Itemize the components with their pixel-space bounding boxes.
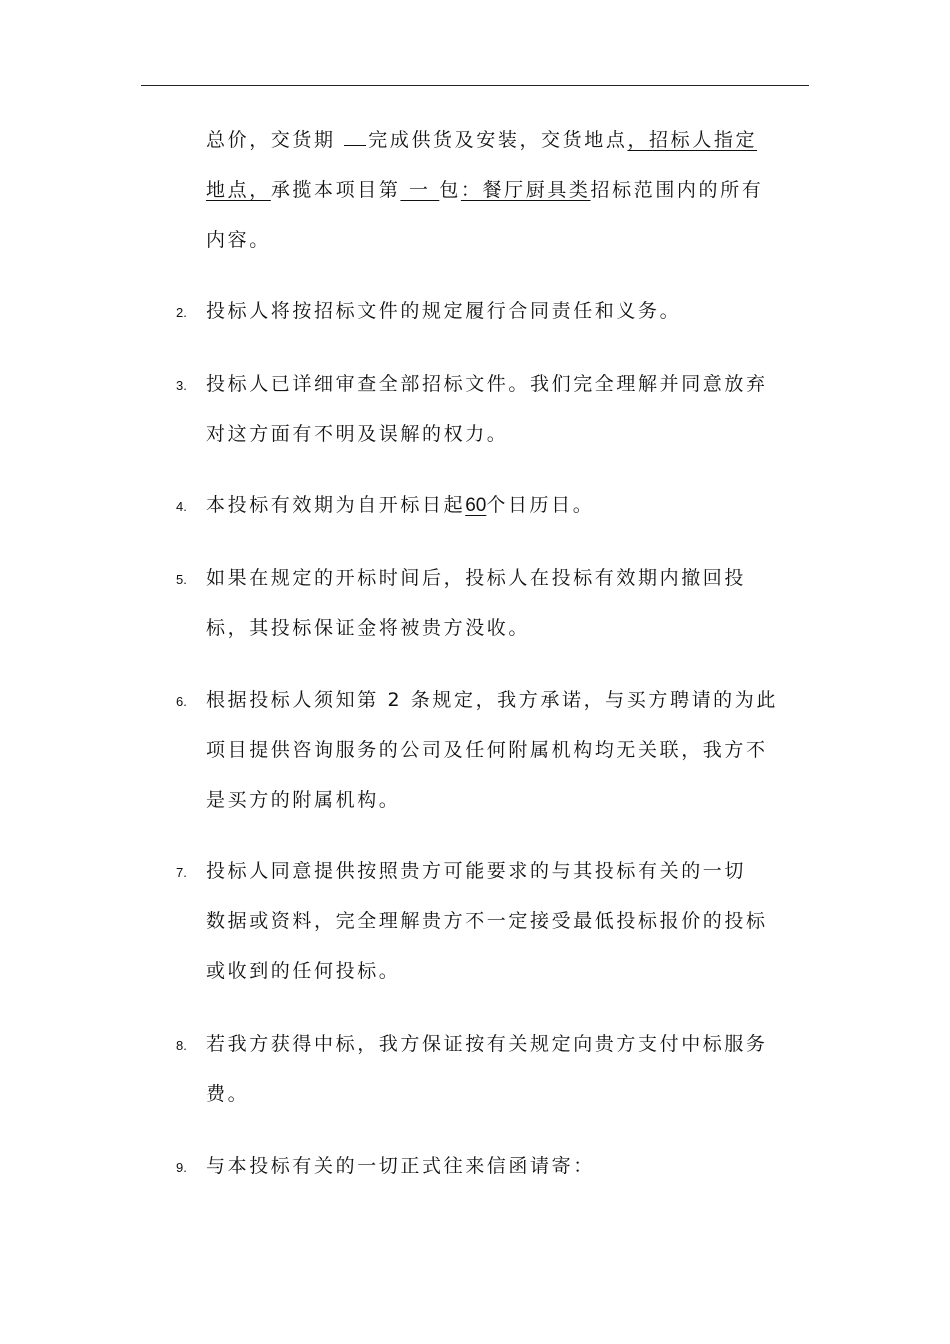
intro-text: 包 bbox=[439, 179, 461, 201]
intro-line-1 bbox=[206, 127, 757, 153]
intro-text: 内容。 bbox=[206, 229, 271, 251]
item-number: 4. bbox=[176, 499, 187, 514]
item-7-line-3: 或收到的任何投标。 bbox=[206, 960, 401, 982]
item-4-text: 个日历日。 bbox=[486, 494, 595, 516]
item-number: 9. bbox=[176, 1160, 187, 1175]
item-7-line-1: 投标人同意提供按照贵方可能要求的与其投标有关的一切 bbox=[206, 860, 747, 882]
item-7-line-2: 数据或资料，完全理解贵方不一定接受最低投标报价的投标 bbox=[206, 910, 768, 932]
item-3-line-2: 对这方面有不明及误解的权力。 bbox=[206, 423, 509, 445]
delivery-location-value: ，招标人指定 bbox=[627, 129, 758, 151]
item-number: 8. bbox=[176, 1038, 187, 1053]
intro-text: 完成供货及安装，交货地点 bbox=[368, 129, 628, 151]
item-number: 7. bbox=[176, 865, 187, 880]
item-8-line-1: 若我方获得中标，我方保证按有关规定向贵方支付中标服务 bbox=[206, 1033, 768, 1055]
validity-days-value: 60 bbox=[465, 495, 487, 516]
intro-text: 承揽本项目第 bbox=[270, 179, 401, 201]
intro-text: 总价，交货期 bbox=[206, 129, 336, 151]
item-number: 5. bbox=[176, 572, 187, 587]
lot-name-value: ：餐厅厨具类 bbox=[460, 179, 591, 201]
item-number: 2. bbox=[176, 305, 187, 320]
delivery-location-value: 地点， bbox=[206, 179, 271, 201]
intro-line-3 bbox=[206, 227, 271, 253]
header-rule bbox=[141, 85, 809, 86]
item-6-line-1: 根据投标人须知第 2 条规定，我方承诺，与买方聘请的为此 bbox=[206, 689, 778, 711]
delivery-period-blank bbox=[344, 127, 366, 146]
item-4-line-1 bbox=[206, 492, 594, 519]
item-number: 6. bbox=[176, 694, 187, 709]
item-3-line-1: 投标人已详细审查全部招标文件。我们完全理解并同意放弃 bbox=[206, 373, 768, 395]
intro-line-2 bbox=[206, 177, 763, 203]
item-2-line-1: 投标人将按招标文件的规定履行合同责任和义务。 bbox=[206, 300, 682, 322]
item-6-line-2: 项目提供咨询服务的公司及任何附属机构均无关联，我方不 bbox=[206, 739, 768, 761]
lot-number-value: 一 bbox=[400, 179, 440, 201]
item-number: 3. bbox=[176, 378, 187, 393]
item-6-line-3: 是买方的附属机构。 bbox=[206, 789, 401, 811]
item-5-line-2: 标，其投标保证金将被贵方没收。 bbox=[206, 617, 531, 639]
item-9-line-1: 与本投标有关的一切正式往来信函请寄： bbox=[206, 1155, 595, 1177]
item-8-line-2: 费。 bbox=[206, 1083, 250, 1105]
item-5-line-1: 如果在规定的开标时间后，投标人在投标有效期内撤回投 bbox=[206, 567, 747, 589]
intro-text: 招标范围内的所有 bbox=[590, 179, 764, 201]
item-4-text: 本投标有效期为自开标日起 bbox=[206, 494, 466, 516]
